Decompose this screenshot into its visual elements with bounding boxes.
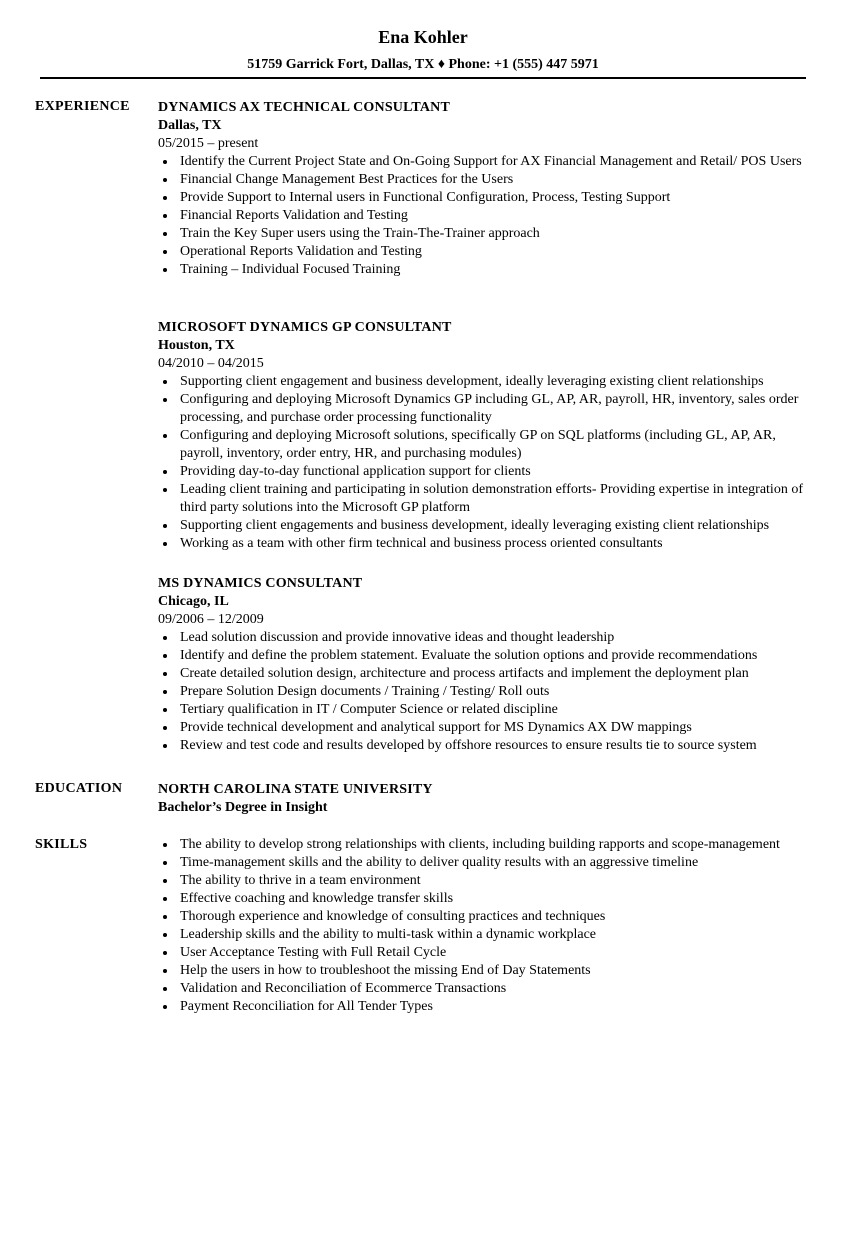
candidate-name: Ena Kohler — [378, 27, 468, 47]
list-item: Time-management skills and the ability to deliver quality results with an aggressive timeline — [158, 854, 818, 872]
job-bullets — [158, 153, 818, 279]
list-item: The ability to develop strong relationships with clients, including building rapports and scope-management — [158, 836, 818, 854]
header-divider — [40, 77, 806, 79]
list-item: Identify the Current Project State and On-Going Support for AX Financial Management and Retail/ POS Users — [158, 153, 818, 171]
job-entry — [158, 99, 818, 279]
resume-header — [40, 26, 806, 74]
list-item: Provide Support to Internal users in Functional Configuration, Process, Testing Support — [158, 189, 818, 207]
job-entry — [158, 575, 818, 755]
list-item: Providing day-to-day functional application support for clients — [158, 463, 818, 481]
list-item: Validation and Reconciliation of Ecommerce Transactions — [158, 980, 818, 998]
school-name: NORTH CAROLINA STATE UNIVERSITY — [158, 782, 433, 797]
list-item: Create detailed solution design, architecture and process artifacts and implement the deployment plan — [158, 665, 818, 683]
list-item: Identify and define the problem statement. Evaluate the solution options and provide recommendations — [158, 647, 818, 665]
skills-list — [158, 836, 818, 1016]
list-item: Help the users in how to troubleshoot the missing End of Day Statements — [158, 962, 818, 980]
list-item: Payment Reconciliation for All Tender Types — [158, 998, 818, 1016]
job-bullets — [158, 629, 818, 755]
list-item: Operational Reports Validation and Testing — [158, 243, 818, 261]
degree: Bachelor’s Degree in Insight — [158, 800, 328, 815]
list-item: The ability to thrive in a team environment — [158, 872, 818, 890]
list-item: Prepare Solution Design documents / Training / Testing/ Roll outs — [158, 683, 818, 701]
list-item: Effective coaching and knowledge transfer skills — [158, 890, 818, 908]
skills-bullets — [158, 836, 818, 1016]
list-item: Leading client training and participating in solution demonstration efforts- Providing expertise in integration of third party solutions into the Microsoft GP platform — [158, 481, 818, 517]
job-dates: 05/2015 – present — [158, 136, 259, 151]
job-dates: 04/2010 – 04/2015 — [158, 356, 264, 371]
job-title: MS DYNAMICS CONSULTANT — [158, 576, 363, 591]
list-item: Review and test code and results developed by offshore resources to ensure results tie to source system — [158, 737, 818, 755]
job-entry — [158, 319, 818, 553]
list-item: Lead solution discussion and provide innovative ideas and thought leadership — [158, 629, 818, 647]
list-item: Train the Key Super users using the Train-The-Trainer approach — [158, 225, 818, 243]
contact-line: 51759 Garrick Fort, Dallas, TX ♦ Phone: +1 (555) 447 5971 — [247, 57, 599, 72]
list-item: User Acceptance Testing with Full Retail Cycle — [158, 944, 818, 962]
list-item: Financial Change Management Best Practices for the Users — [158, 171, 818, 189]
job-bullets — [158, 373, 818, 553]
job-location: Chicago, IL — [158, 594, 229, 609]
job-title: DYNAMICS AX TECHNICAL CONSULTANT — [158, 100, 451, 115]
list-item: Tertiary qualification in IT / Computer Science or related discipline — [158, 701, 818, 719]
job-dates: 09/2006 – 12/2009 — [158, 612, 264, 627]
job-location: Houston, TX — [158, 338, 235, 353]
list-item: Thorough experience and knowledge of consulting practices and techniques — [158, 908, 818, 926]
list-item: Provide technical development and analytical support for MS Dynamics AX DW mappings — [158, 719, 818, 737]
list-item: Supporting client engagements and business development, ideally leveraging existing client relationships — [158, 517, 818, 535]
job-location: Dallas, TX — [158, 118, 222, 133]
section-label-skills: SKILLS — [35, 837, 88, 852]
list-item: Configuring and deploying Microsoft solutions, specifically GP on SQL platforms (including GL, AP, AR, payroll, inventory, order entry, HR, and purchasing modules) — [158, 427, 818, 463]
job-title: MICROSOFT DYNAMICS GP CONSULTANT — [158, 320, 452, 335]
section-label-experience: EXPERIENCE — [35, 99, 130, 114]
list-item: Leadership skills and the ability to multi-task within a dynamic workplace — [158, 926, 818, 944]
list-item: Supporting client engagement and business development, ideally leveraging existing client relationships — [158, 373, 818, 391]
education-entry — [158, 781, 818, 817]
section-label-education: EDUCATION — [35, 781, 123, 796]
list-item: Training – Individual Focused Training — [158, 261, 818, 279]
list-item: Financial Reports Validation and Testing — [158, 207, 818, 225]
list-item: Configuring and deploying Microsoft Dynamics GP including GL, AP, AR, payroll, HR, inventory, sales order processing, and purchase order processing functionality — [158, 391, 818, 427]
list-item: Working as a team with other firm technical and business process oriented consultants — [158, 535, 818, 553]
